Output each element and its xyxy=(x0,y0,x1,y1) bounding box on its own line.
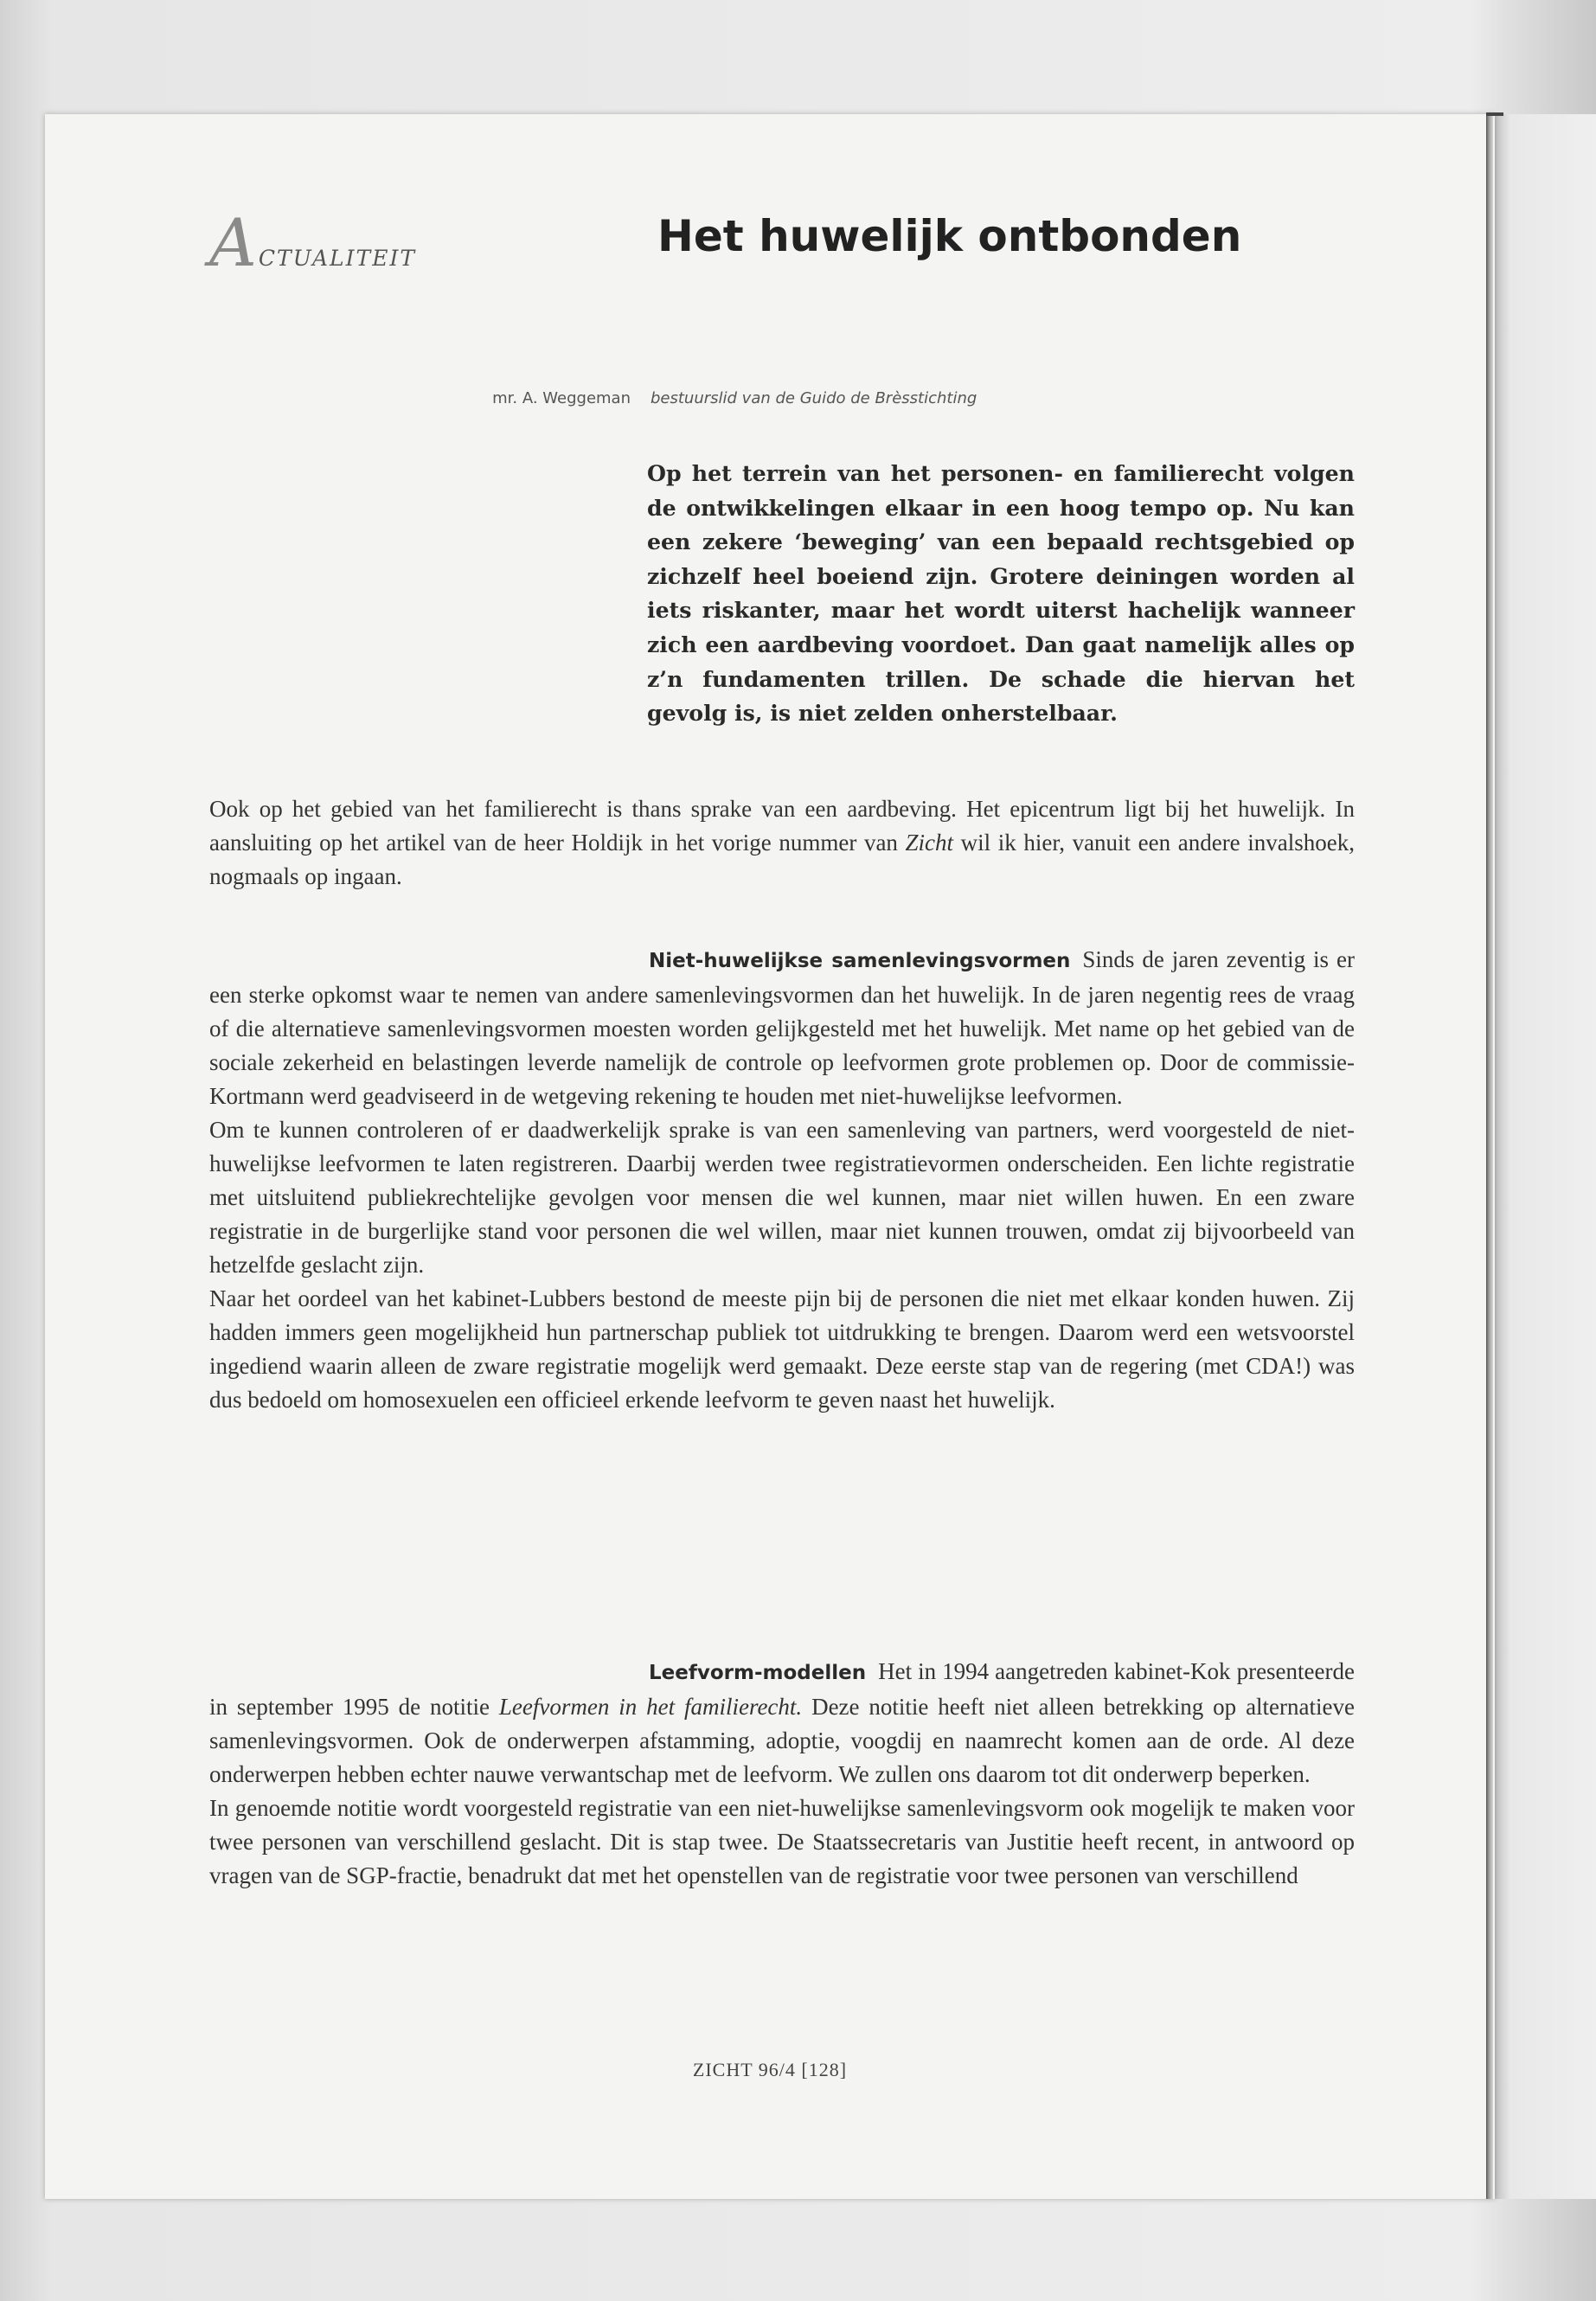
body-block-2 xyxy=(209,943,1355,1417)
author-name: mr. A. Weggeman xyxy=(492,389,631,407)
section-label xyxy=(209,204,416,281)
page-footer: ZICHT 96/4 [128] xyxy=(692,2059,848,2080)
paragraph-text: Het in 1994 aangetreden kabinet-Kok presenteerde in september 1995 de notitie xyxy=(209,1658,1355,1720)
section-label-rest: ctualiteit xyxy=(258,238,416,273)
body-block-3 xyxy=(209,1655,1355,1893)
paragraph xyxy=(209,792,1355,894)
paragraph: Naar het oordeel van het kabinet-Lubbers bestond de meeste pijn bij de personen die niet met elkaar konden huwen. Zij hadden immers geen mogelijkheid hun partnerschap publiek tot uitdrukking te brengen. Daarom werd een wetsvoorstel ingediend waarin alleen de zware registratie mogelijk werd gemaakt. Deze eerste stap van de regering (met CDA!) was dus bedoeld om homosexuelen een officieel erkende leefvorm te geven naast het huwelijk. xyxy=(209,1285,1355,1413)
paragraph xyxy=(209,1655,1355,1791)
paragraph-text: Deze notitie heeft niet alleen betrekking op alternatieve samenlevingsvormen. Ook de onderwerpen afstamming, adoptie, voogdij en naamrecht komen aan de orde. Al deze onderwerpen hebben echter nauwe verwantschap met de leefvorm. We zullen ons daarom tot dit onderwerp beperken. xyxy=(209,1694,1355,1787)
intro-paragraph: Op het terrein van het personen- en familierecht volgen de ontwikkelingen elkaar in een hoog tempo op. Nu kan een zekere ‘beweging’ van een bepaald rechtsgebied op zichzelf heel boeiend zijn. Grotere deiningen worden al iets riskanter, maar het wordt uiterst hachelijk wanneer zich een aardbeving voordoet. Dan gaat namelijk alles op z’n fundamenten trillen. De schade die hiervan het gevolg is, is niet zelden onherstelbaar. xyxy=(647,460,1355,727)
magazine-name: Zicht xyxy=(905,830,954,856)
paragraph: In genoemde notitie wordt voorgesteld registratie van een niet-huwelijkse samenlevingsvorm ook mogelijk te maken voor twee personen van verschillend geslacht. Dit is stap twee. De Staatssecretaris van Justitie heeft recent, in antwoord op vragen van de SGP-fractie, benadrukt dat met het openstellen van de registratie voor twee personen van verschillend xyxy=(209,1795,1355,1888)
body-block-1 xyxy=(209,792,1355,894)
paragraph-text: Ook op het gebied van het familierecht is thans sprake van een aardbeving. Het epicentrum ligt bij het huwelijk. In aansluiting op het artikel van de heer Holdijk in het vorige nummer van xyxy=(209,796,1355,856)
paragraph-text: Sinds de jaren zeventig is er een sterke opkomst waar te nemen van andere samenlevingsvormen dan het huwelijk. In de jaren negentig rees de vraag of die alternatieve samenlevingsvormen moesten worden gelijkgesteld met het huwelijk. Met name op het gebied van de sociale zekerheid en belastingen leverde namelijk de controle op leefvormen grote problemen op. Door de commissie-Kortmann werd geadviseerd in de wetgeving rekening te houden met niet-huwelijkse leefvormen. xyxy=(209,946,1355,1109)
binding-mark xyxy=(1486,112,1503,116)
paragraph: Om te kunnen controleren of er daadwerkelijk sprake is van een samenleving van partners, werd voorgesteld de niet-huwelijkse leefvormen te laten registreren. Daarbij werden twee registratievormen onderscheiden. Een lichte registratie met uitsluitend publiekrechtelijke gevolgen voor mensen die wel kunnen, maar niet willen huwen. En een zware registratie in de burgerlijke stand voor personen die wel willen, maar niet kunnen trouwen, omdat zij bijvoorbeeld van hetzelfde geslacht zijn. xyxy=(209,1117,1355,1278)
article-title: Het huwelijk ontbonden xyxy=(657,211,1242,261)
publication-title: Leefvormen in het familierecht. xyxy=(498,1694,803,1720)
magazine-page xyxy=(45,114,1495,2199)
section-heading: Leefvorm-modellen xyxy=(649,1662,867,1684)
paragraph-text: wil ik hier, vanuit een andere invalshoek, nogmaals op ingaan. xyxy=(209,830,1355,889)
section-heading: Niet-huwelijkse samenlevingsvormen xyxy=(649,950,1071,972)
page-binding-edge xyxy=(1486,114,1493,2199)
author-role: bestuurslid van de Guido de Brèsstichting xyxy=(651,389,977,407)
paragraph xyxy=(209,943,1355,1113)
section-initial: A xyxy=(209,204,259,281)
